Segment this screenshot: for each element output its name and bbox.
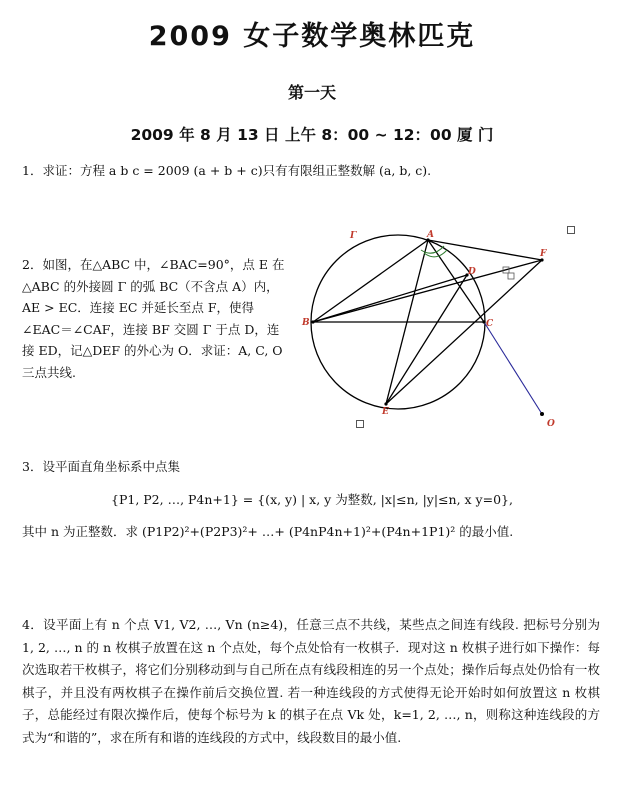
problem-1: 1．求证：方程 a b c = 2009 (a + b + c)只有有限组正整数解 (a, b, c). — [22, 163, 432, 178]
segment-BD — [313, 275, 467, 322]
page-title: 2009 女子数学奥林匹克 — [148, 21, 476, 52]
problem-3-question: 其中 n 为正整数．求 (P1P2)²+(P2P3)²+ …+ (P4nP4n+1)²+(P4n+1P1)² 的最小值. — [22, 524, 514, 539]
right-angle-box-2 — [508, 273, 514, 279]
label-A: A — [427, 230, 434, 240]
label-gamma: Γ — [350, 231, 357, 241]
segment-AF — [428, 240, 542, 260]
label-O: O — [547, 419, 555, 429]
label-D: D — [468, 267, 476, 277]
exam-datetime: 2009 年 8 月 13 日 上午 8：00 ~ 12：00 厦 门 — [130, 126, 494, 144]
point-O — [540, 412, 544, 416]
day-heading: 第一天 — [287, 83, 336, 102]
label-F: F — [540, 249, 547, 259]
label-B: B — [302, 318, 310, 328]
segment-CO — [484, 322, 542, 414]
handle-top-right — [567, 226, 575, 234]
point-E — [384, 402, 387, 405]
label-E: E — [382, 407, 389, 417]
handle-bottom-left — [356, 420, 364, 428]
segment-ED — [386, 275, 467, 404]
label-C: C — [486, 319, 494, 329]
problem-4: 4．设平面上有 n 个点 V1, V2, …, Vn (n≥4)，任意三点不共线，某些点之间连有线段. 把标号分别为 1, 2, …, n 的 n 枚棋子放置在这 n 个点处，每个点处恰有一枚棋子．现对这 n 枚棋子进行如下操作：每次选取若干枚棋子，将它们分别移动到与自己所在点有线段相连的另一个点处；操作后每点处仍恰有一枚棋子，并且没有两枚棋子在操作前后交换位置. 若一种连线段的方式使得无论开始时如何放置这 n 枚棋子，总能经过有限次操作后，使每个标号为 k 的棋子在点 Vk 处，k=1, 2, …, n，则称这种连线段的方式为“和谐的”，求在所有和谐的连线段的方式中，线段数目的最小值. — [22, 617, 600, 745]
point-B — [311, 320, 314, 323]
problem-3-formula: {P1, P2, …, P4n+1} = {(x, y) | x, y 为整数, |x|≤n, |y|≤n, x y=0}, — [111, 492, 513, 507]
problem-3-intro: 3．设平面直角坐标系中点集 — [22, 459, 180, 474]
geometry-figure — [300, 222, 580, 432]
problem-2: 2．如图，在△ABC 中，∠BAC=90°，点 E 在△ABC 的外接圆 Γ 的弧 BC（不含点 A）内，AE > EC．连接 EC 并延长至点 F，使得∠EAC＝∠CAF，连接 BF 交圆 Γ 于点 D，连接 ED，记△DEF 的外心为 O．求证：A, C, O 三点共线. — [22, 257, 285, 380]
